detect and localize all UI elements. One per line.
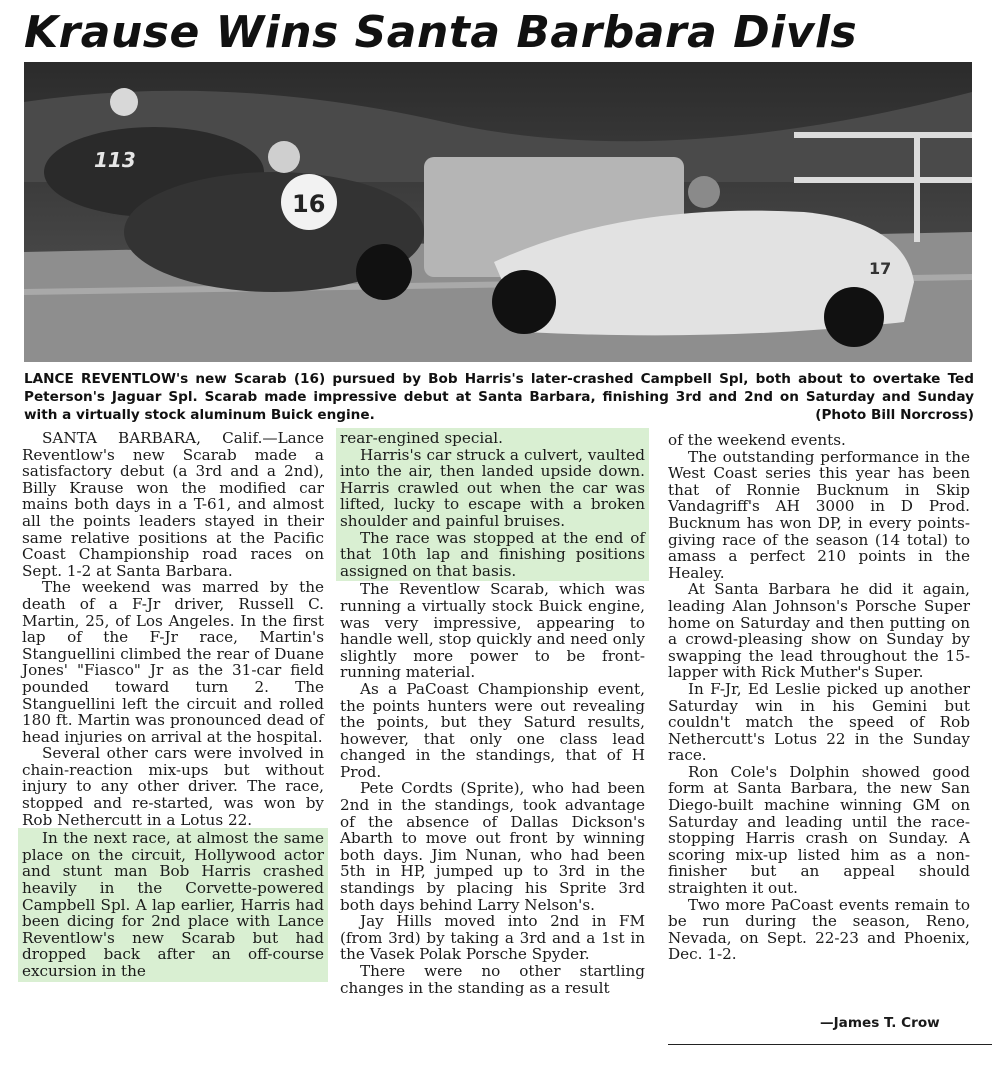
paragraph: At Santa Barbara he did it again, leading Alan Johnson's Porsche Super home on Saturday and then putting on a crowd-pleasing show on Sunday by swapping the lead throughout the 15-lapper with Rick Muther's Super. — [668, 580, 970, 682]
car-number-17: 17 — [869, 259, 892, 278]
paragraph: In the next race, at almost the same place on the circuit, Hollywood actor and stunt man Bob Harris crashed heavily in the Corvette-powered Campbell Spl. A lap earlier, Harris had been dicing for 2nd place with Lance Reventlow's new Scarab but had dropped back after an off-course excursion in the — [22, 829, 324, 980]
paragraph: SANTA BARBARA, Calif.—Lance Reventlow's new Scarab made a satisfactory debut (a 3rd and a 2nd), Billy Krause won the modified car mains both days in a T-61, and almost all the points leaders stayed in their same relative positions at the Pacific Coast Championship road races on Sept. 1-2 at Santa Barbara. — [22, 429, 324, 580]
article-column-1 — [22, 430, 324, 982]
paragraph: The outstanding performance in the West Coast series this year has been that of Ronnie Bucknum in Skip Vandagriff's AH 3000 in D Prod. Bucknum has won DP, in every points-giving race of the season (14 total) to amass a perfect 210 points in the Healey. — [668, 447, 970, 582]
race-photo — [24, 62, 972, 362]
photo-caption — [24, 370, 974, 424]
paragraph: The race was stopped at the end of that 10th lap and finishing positions assigned on that basis. — [340, 528, 645, 580]
article-column-3 — [668, 432, 970, 963]
paragraph: of the weekend events. — [668, 431, 846, 449]
paragraph: Jay Hills moved into 2nd in FM (from 3rd) by taking a 3rd and a 1st in the Vasek Polak Porsche Spyder. — [340, 912, 645, 964]
headline: Krause Wins Santa Barbara Divls — [24, 7, 858, 58]
paragraph: The Reventlow Scarab, which was running a virtually stock Buick engine, was very impressive, appearing to handle well, stop quickly and need only slightly more power to be front-running material. — [340, 580, 645, 682]
car-number-16: 16 — [292, 190, 326, 218]
caption-text: LANCE REVENTLOW's new Scarab (16) pursued by Bob Harris's later-crashed Campbell Spl, both about to overtake Ted Peterson's Jaguar Spl. Scarab made impressive debut at Santa Barbara, finishing 3rd and 2nd on Saturday and Sunday with a virtually stock aluminum Buick engine. — [24, 371, 974, 423]
article-column-2 — [340, 428, 645, 996]
highlighted-passage — [18, 828, 328, 981]
byline: —James T. Crow — [820, 1015, 940, 1031]
photo-credit: (Photo Bill Norcross) — [815, 407, 974, 423]
paragraph: As a PaCoast Championship event, the points hunters were out revealing the points, but they Saturd results, however, that only one class lead changed in the standings, that of H Prod. — [340, 679, 645, 781]
car-number-113: 113 — [94, 148, 136, 172]
paragraph: The weekend was marred by the death of a F-Jr driver, Russell C. Martin, 25, of Los Angeles. In the first lap of the F-Jr race, Martin's Stanguellini climbed the rear of Duane Jones' "Fiasco" Jr as the 31-car field pounded toward turn 2. The Stanguellini left the circuit and rolled 180 ft. Martin was pronounced dead of head injuries on arrival at the hospital. — [22, 578, 324, 746]
paragraph: In F-Jr, Ed Leslie picked up another Saturday win in his Gemini but couldn't match the speed of Rob Nethercutt's Lotus 22 in the Sunday race. — [668, 679, 970, 765]
paragraph: Pete Cordts (Sprite), who had been 2nd in the standings, took advantage of the absence of Dallas Dickson's Abarth to move out front by winning both days. Jim Nunan, who had been 5th in HP, jumped up to 3rd in the standings by placing his Sprite 3rd both days behind Larry Nelson's. — [340, 779, 645, 914]
paragraph: Several other cars were involved in chain-reaction mix-ups but without injury to any other driver. The race, stopped and re-started, was won by Rob Nethercutt in a Lotus 22. — [22, 744, 324, 829]
paragraph: rear-engined special. — [340, 429, 503, 447]
paragraph: There were no other startling changes in the standing as a result — [340, 962, 645, 997]
paragraph: Harris's car struck a culvert, vaulted into the air, then landed upside down. Harris crawled out when the car was lifted, lucky to escape with a broken shoulder and painful bruises. — [340, 445, 645, 530]
paragraph: Ron Cole's Dolphin showed good form at Santa Barbara, the new San Diego-built machine winning GM on Saturday and leading until the race-stopping Harris crash on Sunday. A scoring mix-up listed him as a non-finisher but an appeal should straighten it out. — [668, 762, 970, 898]
end-rule — [668, 1044, 992, 1045]
paragraph: Two more PaCoast events remain to be run during the season, Reno, Nevada, on Sept. 22-23 and Phoenix, Dec. 1-2. — [668, 895, 970, 964]
highlighted-passage — [336, 428, 649, 581]
